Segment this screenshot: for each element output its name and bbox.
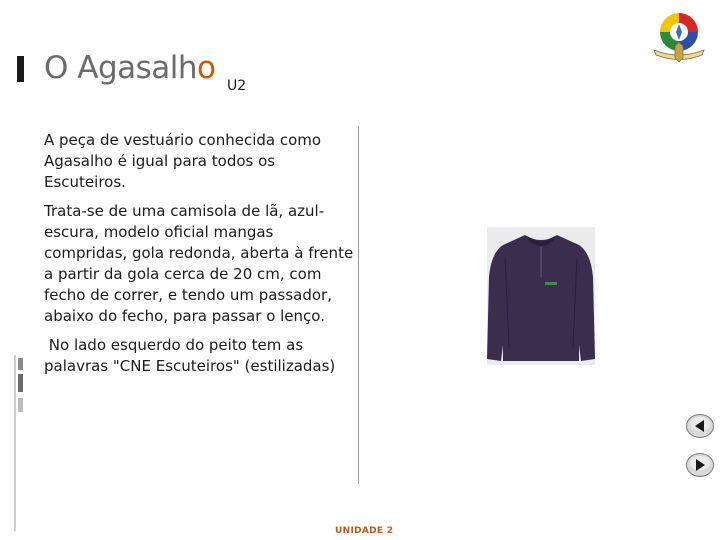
arrow-left-icon <box>687 415 714 438</box>
left-decorative-square <box>18 358 23 370</box>
slide-title <box>44 50 216 86</box>
unit-label: U2 <box>227 78 247 94</box>
arrow-right-icon <box>687 454 714 477</box>
left-decorative-square <box>18 398 23 412</box>
prev-slide-button[interactable] <box>685 413 715 439</box>
cne-emblem-icon <box>648 6 710 68</box>
vertical-divider <box>358 126 359 484</box>
sweater-photo <box>487 227 595 365</box>
paragraph: Trata-se de uma camisola de lã, azul-escura, modelo oficial mangas compridas, gola redonda, aberta à frente a partir da gola cerca de 20 cm, com fecho de correr, e tendo um passador, abaixo do fecho, para passar o lenço. <box>44 202 354 325</box>
paragraph: A peça de vestuário conhecida como Agasalho é igual para todos os Escuteiros. <box>44 131 322 191</box>
content-text <box>44 130 354 385</box>
next-slide-button[interactable] <box>685 452 715 478</box>
title-bullet-bar <box>17 56 24 82</box>
title-suffix: o <box>197 50 216 86</box>
left-decorative-line <box>14 355 16 531</box>
title-main: O Agasalh <box>44 50 198 86</box>
sweater-image <box>487 227 595 365</box>
footer-unit-label: UNIDADE 2 <box>335 526 394 536</box>
paragraph: No lado esquerdo do peito tem as palavras "CNE Escuteiros" (estilizadas) <box>44 336 336 375</box>
left-decorative-square <box>18 374 23 392</box>
